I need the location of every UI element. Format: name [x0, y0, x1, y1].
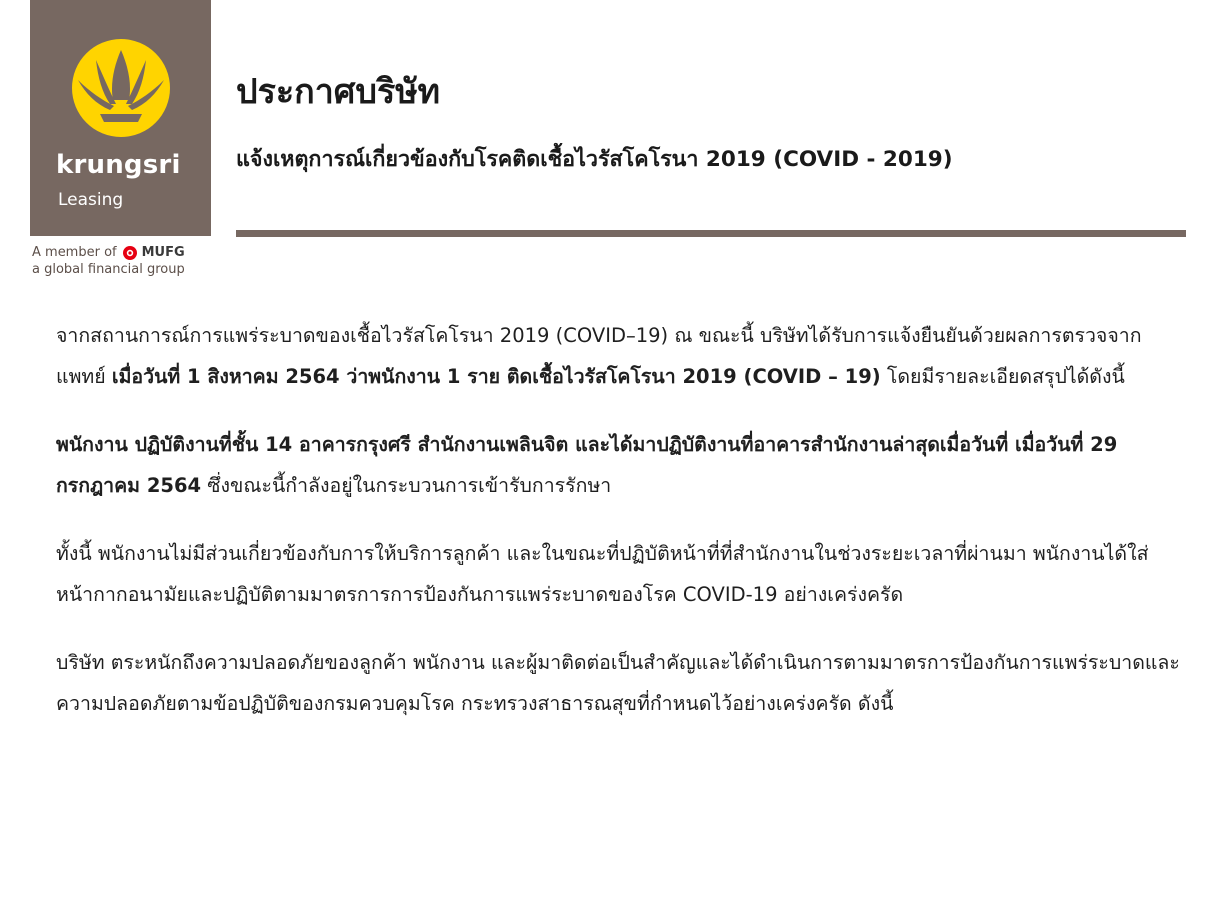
krungsri-logo: [30, 0, 211, 236]
paragraph-1-highlight: เมื่อวันที่ 1 สิงหาคม 2564 ว่าพนักงาน 1 ราย ติดเชื้อไวรัสโคโรนา 2019 (COVID – 19): [111, 364, 881, 388]
paragraph-1: จากสถานการณ์การแพร่ระบาดของเชื้อไวรัสโคโรนา 2019 (COVID–19) ณ ขณะนี้ บริษัทได้รับการแจ้งยืนยันด้วยผลการตรวจจากแพทย์ เมื่อวันที่ 1 สิงหาคม 2564 ว่าพนักงาน 1 ราย ติดเชื้อไวรัสโคโรนา 2019 (COVID – 19) โดยมีรายละเอียดสรุปได้ดังนี้: [56, 324, 1142, 388]
logo-division-text: Leasing: [58, 190, 124, 210]
header-divider: [236, 230, 1186, 237]
logo-brand-text: krungsri: [56, 150, 181, 180]
announcement-body: [56, 316, 1188, 752]
member-prefix: A member of: [32, 245, 117, 260]
paragraph-3: ทั้งนี้ พนักงานไม่มีส่วนเกี่ยวข้องกับการให้บริการลูกค้า และในขณะที่ปฏิบัติหน้าที่ที่สำนักงานในช่วงระยะเวลาที่ผ่านมา พนักงานได้ใส่หน้ากากอนามัยและปฏิบัติตามมาตรการการป้องกันการแพร่ระบาดของโรค COVID-19 อย่างเคร่งครัด: [56, 542, 1149, 606]
page-subtitle: แจ้งเหตุการณ์เกี่ยวข้องกับโรคติดเชื้อไวรัสโคโรนา 2019 (COVID - 2019): [236, 147, 953, 172]
paragraph-2: พนักงาน ปฏิบัติงานที่ชั้น 14 อาคารกรุงศรี สำนักงานเพลินจิต และได้มาปฏิบัติงานที่อาคารสำนักงานล่าสุดเมื่อวันที่ เมื่อวันที่ 29 กรกฎาคม 2564 ซึ่งขณะนี้กำลังอยู่ในกระบวนการเข้ารับการรักษา: [56, 433, 1118, 497]
mufg-logo-icon: [122, 245, 138, 261]
member-tagline: [32, 244, 185, 278]
paragraph-2-highlight: พนักงาน ปฏิบัติงานที่ชั้น 14 อาคารกรุงศรี สำนักงานเพลินจิต และได้มาปฏิบัติงานที่อาคารสำนักงานล่าสุดเมื่อวันที่ เมื่อวันที่ 29 กรกฎาคม 2564: [56, 433, 1118, 497]
paragraph-4: บริษัท ตระหนักถึงความปลอดภัยของลูกค้า พนักงาน และผู้มาติดต่อเป็นสำคัญและได้ดำเนินการตามมาตรการป้องกันการแพร่ระบาดและความปลอดภัยตามข้อปฏิบัติของกรมควบคุมโรค กระทรวงสาธารณสุขที่กำหนดไว้อย่างเคร่งครัด ดังนี้: [56, 651, 1180, 715]
member-suffix: a global financial group: [32, 262, 185, 277]
page-title: ประกาศบริษัท: [236, 72, 441, 112]
mufg-brand: MUFG: [141, 245, 185, 260]
krungsri-mark-icon: [70, 38, 172, 138]
